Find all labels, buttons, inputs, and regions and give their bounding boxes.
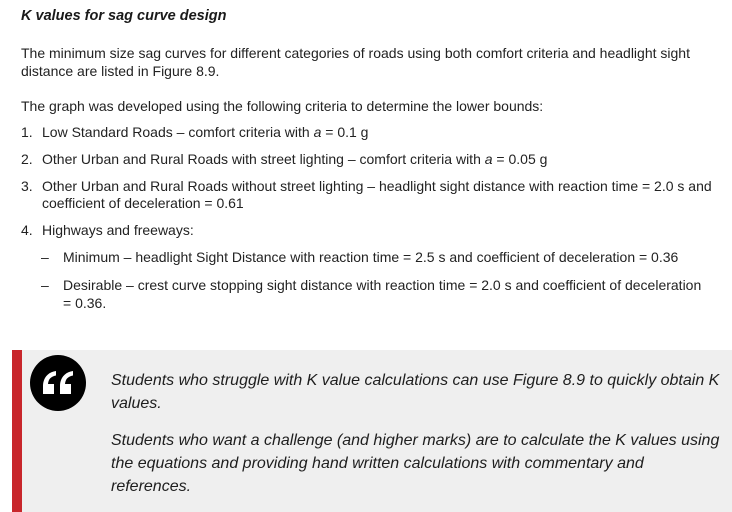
list-number: 3. (21, 178, 33, 194)
criteria-text: Highways and freeways: (42, 222, 194, 238)
list-dash: – (41, 249, 49, 265)
callout-accent-bar (12, 350, 22, 512)
section-heading: K values for sag curve design (21, 8, 227, 24)
intro-paragraph: The minimum size sag curves for different categories of roads using both comfort criteria and headlight sight distance are listed in Figure 8.9. (21, 45, 690, 79)
criteria-text-pre: Other Urban and Rural Roads with street lighting – comfort criteria with (42, 151, 485, 167)
criteria-text-post: = 0.1 g (321, 124, 369, 140)
variable-a: a (484, 151, 493, 167)
sub-criteria-text: Desirable – crest curve stopping sight distance with reaction time = 2.0 s and coefficient of deceleration = 0.36. (63, 277, 702, 311)
quote-icon (30, 355, 86, 411)
criteria-text (42, 151, 726, 168)
list-dash: – (41, 277, 49, 293)
callout-box (12, 350, 732, 512)
criteria-text-pre: Low Standard Roads – comfort criteria with (42, 124, 314, 140)
criteria-text (42, 124, 726, 141)
callout-paragraph-1: Students who struggle with K value calculations can use Figure 8.9 to quickly obtain K values. (111, 372, 720, 412)
criteria-intro-paragraph: The graph was developed using the following criteria to determine the lower bounds: (21, 98, 544, 114)
sub-criteria-text: Minimum – headlight Sight Distance with reaction time = 2.5 s and coefficient of deceleration = 0.36 (63, 249, 679, 265)
criteria-text: Other Urban and Rural Roads without street lighting – headlight sight distance with reaction time = 2.0 s and coefficient of deceleration = 0.61 (42, 178, 712, 211)
variable-a: a (313, 124, 322, 140)
criteria-text-post: = 0.05 g (492, 151, 548, 167)
list-number: 1. (21, 124, 33, 140)
list-number: 2. (21, 151, 33, 167)
list-number: 4. (21, 222, 33, 238)
callout-paragraph-2: Students who want a challenge (and higher marks) are to calculate the K values using the equations and providing hand written calculations with commentary and references. (111, 432, 720, 495)
